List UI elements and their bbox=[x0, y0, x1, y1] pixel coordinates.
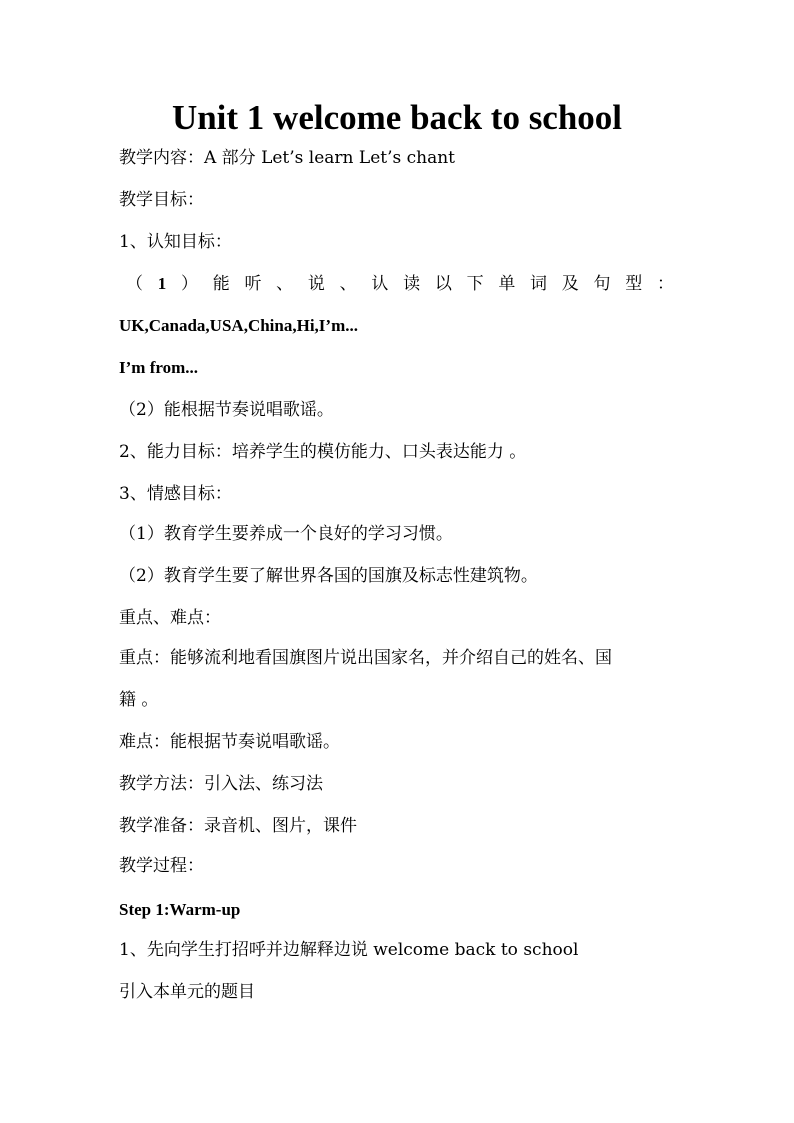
cognitive-goal-item-1-char: 句 bbox=[593, 274, 611, 294]
vocabulary-list: UK,Canada,USA,China,Hi,I’m... bbox=[119, 316, 358, 335]
cognitive-goal-item-1-char: 型 bbox=[625, 274, 643, 294]
cognitive-goal-item-1 bbox=[126, 272, 674, 296]
step-1-item-1: 1、先向学生打招呼并边解释边说 welcome back to school bbox=[119, 940, 579, 960]
cognitive-goal-item-1-char: 说 bbox=[307, 274, 325, 294]
cognitive-goal-item-1-char: （ bbox=[126, 274, 143, 294]
cognitive-goal-item-1-char: 听 bbox=[244, 274, 262, 294]
cognitive-goal-item-1-char: 1 bbox=[157, 274, 167, 293]
cognitive-goal-item-2: （2）能根据节奏说唱歌谣。 bbox=[119, 400, 334, 420]
cognitive-goal-item-1-char: ） bbox=[180, 274, 198, 294]
cognitive-goal-item-1-char: 、 bbox=[339, 274, 357, 294]
cognitive-goal-item-1-char: 下 bbox=[466, 274, 484, 294]
goals-heading: 教学目标： bbox=[119, 190, 204, 210]
teaching-process-heading: 教学过程： bbox=[119, 856, 204, 876]
step-1-item-2: 引入本单元的题目 bbox=[119, 982, 255, 1002]
key-point-continued: 籍 。 bbox=[119, 690, 159, 710]
teaching-preparation: 教学准备：录音机、图片，课件 bbox=[119, 816, 357, 836]
cognitive-goal-item-1-char: 能 bbox=[212, 274, 230, 294]
teaching-content: 教学内容：A 部分 Let’s learn Let’s chant bbox=[119, 148, 456, 168]
emotional-goal-item-1: （1）教育学生要养成一个良好的学习习惯。 bbox=[119, 524, 453, 544]
emotional-goal: 3、情感目标： bbox=[119, 484, 232, 504]
sentence-pattern: I’m from... bbox=[119, 358, 198, 377]
document-title: Unit 1 welcome back to school bbox=[171, 98, 623, 137]
emotional-goal-item-2: （2）教育学生要了解世界各国的国旗及标志性建筑物。 bbox=[119, 566, 538, 586]
teaching-method: 教学方法：引入法、练习法 bbox=[119, 774, 323, 794]
cognitive-goal-item-1-char: 以 bbox=[434, 274, 452, 294]
step-1-heading: Step 1:Warm-up bbox=[119, 900, 241, 919]
difficulty: 难点：能根据节奏说唱歌谣。 bbox=[119, 732, 340, 752]
cognitive-goal: 1、认知目标： bbox=[119, 232, 232, 252]
cognitive-goal-item-1-char: 、 bbox=[276, 274, 294, 294]
cognitive-goal-item-1-char: 单 bbox=[498, 274, 516, 294]
cognitive-goal-item-1-char: 认 bbox=[371, 274, 389, 294]
ability-goal: 2、能力目标：培养学生的模仿能力、口头表达能力 。 bbox=[119, 442, 527, 462]
cognitive-goal-item-1-char: 及 bbox=[561, 274, 579, 294]
key-point: 重点：能够流利地看国旗图片说出国家名，并介绍自己的姓名、国 bbox=[119, 648, 612, 668]
cognitive-goal-item-1-char: 词 bbox=[530, 274, 548, 294]
cognitive-goal-item-1-char: ： bbox=[656, 274, 674, 294]
key-points-heading: 重点、难点： bbox=[119, 608, 221, 628]
cognitive-goal-item-1-char: 读 bbox=[403, 274, 421, 294]
